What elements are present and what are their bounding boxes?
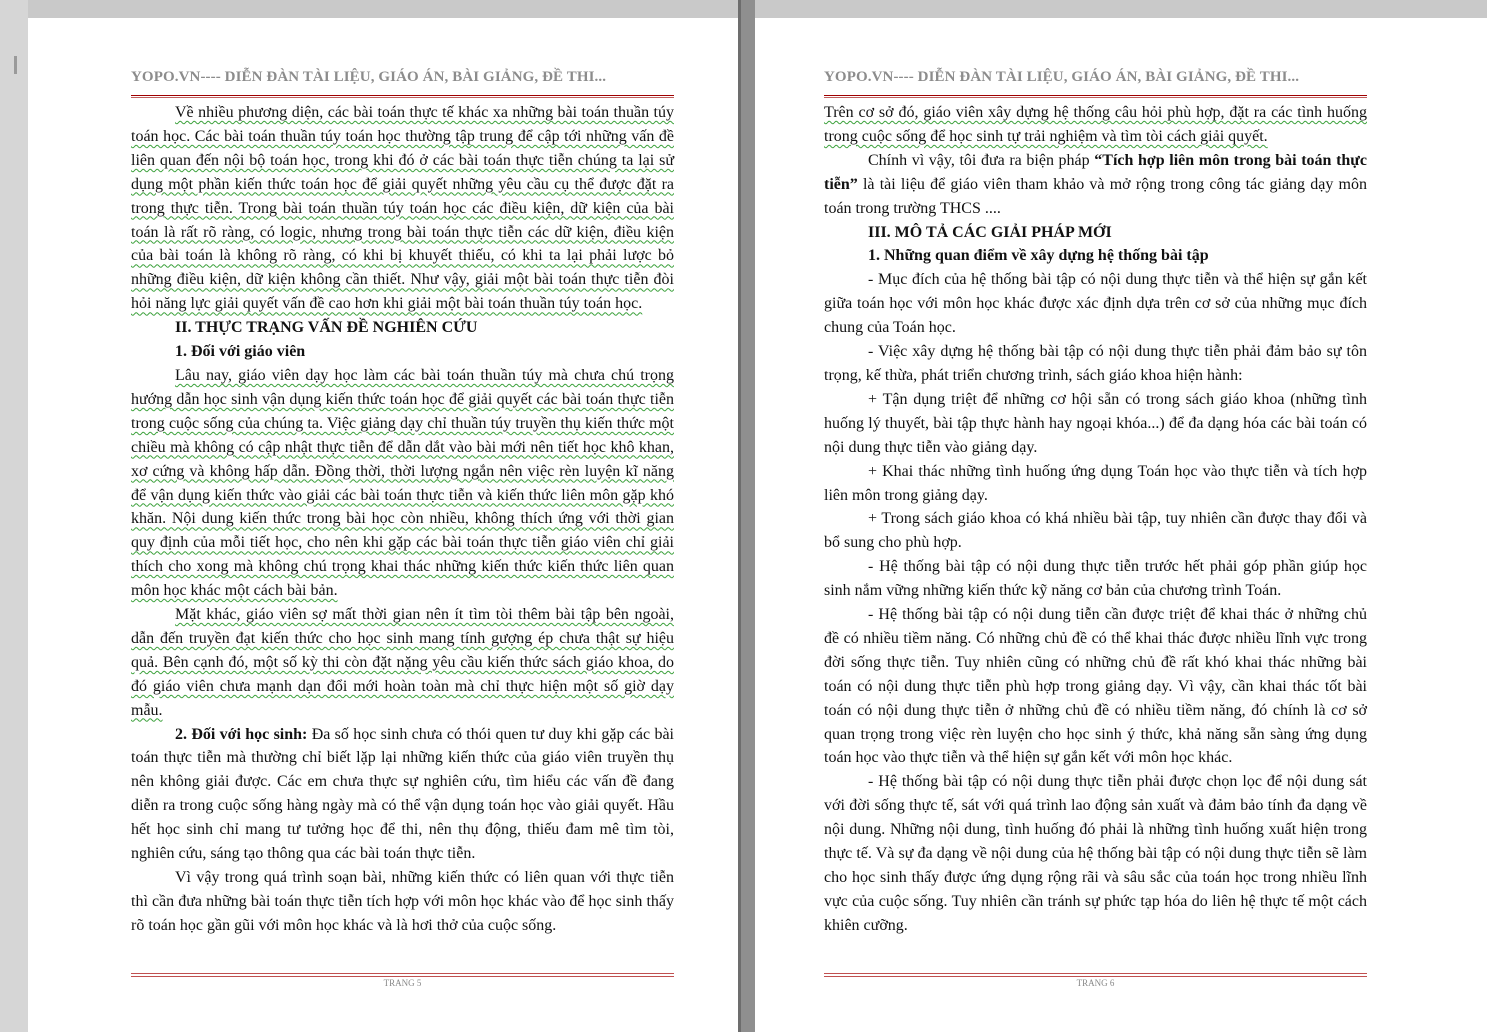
- page-top-edge: [28, 0, 738, 18]
- page-body[interactable]: [131, 101, 674, 938]
- paragraph: - Hệ thống bài tập có nội dung thực tiễn phải được chọn lọc để nội dung sát với đời sống thực tế, sát với quá trình lao động sản xuất và đảm bảo tính đa dạng về nội dung. Những nội dung, tình huống đó phải là những tình huống xuất hiện trong thực tế. Và sự đa dạng về nội dung của hệ thống bài tập có nội dung thực tiễn sẽ làm cho học sinh thấy được ứng dụng rộng rãi và sâu sắc của toán học trong nhiều lĩnh vực của cuộc sống. Tuy nhiên cần tránh sự phức tạp hóa do liên hệ thực tế một cách khiên cưỡng.: [824, 773, 1367, 934]
- paragraph-student: [131, 723, 674, 866]
- page-body[interactable]: [824, 101, 1367, 938]
- page-number: TRANG 6: [1076, 978, 1115, 988]
- paragraph: + Trong sách giáo khoa có khá nhiều bài tập, tuy nhiên cần được thay đổi và bổ sung cho phù hợp.: [824, 510, 1367, 552]
- page-number: TRANG 5: [383, 978, 422, 988]
- paragraph-text: Chính vì vậy, tôi đưa ra biện pháp: [868, 151, 1095, 169]
- subsection-heading: 1. Đối với giáo viên: [175, 343, 306, 361]
- left-margin-strip: [0, 0, 28, 1032]
- paragraph: - Mục đích của hệ thống bài tập có nội dung thực tiễn và thể hiện sự gắn kết giữa toán học với môn học khác được xác định dựa trên cơ sở của những mục đích chung của Toán học.: [824, 271, 1367, 337]
- paragraph: - Việc xây dựng hệ thống bài tập có nội dung thực tiễn phải đảm bảo sự tôn trọng, kế thừa, phát triển chương trình, sách giáo khoa hiện hành:: [824, 343, 1367, 384]
- paragraph-text: là tài liệu để giáo viên tham khảo và mở rộng trong công tác giảng dạy môn toán trong trường THCS ....: [824, 175, 1367, 217]
- page-gap: [741, 0, 755, 1032]
- header-rule: [824, 95, 1367, 96]
- paragraph: Về nhiều phương diện, các bài toán thực tế khác xa những bài toán thuần túy toán học. Các bài toán thuần túy toán học thường tập trung để cập tới những vấn đề liên quan đến nội bộ toán học, trong khi đó ở các bài toán thực tiễn chúng ta lại sử dụng một phần kiến thức toán học để giải quyết những yêu cầu cụ thể được đặt ra trong thực tiễn. Trong bài toán thuần túy toán học các điều kiện, dữ kiện của bài toán là rất rõ ràng, có logic, nhưng trong bài toán thực tiễn các dữ kiện, điều kiện của bài toán là không rõ ràng, có khi bị khuyết thiếu, có khi ta lại phải lược bỏ những điều kiện, dữ kiện không cần thiết. Như vậy, giải một bài toán thực tiễn đòi hỏi năng lực giải quyết vấn đề cao hơn khi giải một bài toán thuần túy toán học.: [131, 104, 674, 313]
- document-page-5[interactable]: [28, 0, 738, 1032]
- header-rule: [131, 95, 674, 96]
- document-page-6[interactable]: [755, 0, 1487, 1032]
- paragraph-text: Đa số học sinh chưa có thói quen tư duy khi gặp các bài toán thực tiễn mà thường chỉ biết lặp lại những kiến thức của giáo viên truyền thụ nên không giải được. Các em chưa thực sự nghiên cứu, tìm hiểu các vấn đề đang diễn ra trong cuộc sống hàng ngày mà có thể vận dụng toán học vào giải quyết. Hầu hết học sinh chỉ mang tư tưởng học để thi, nên thụ động, thiếu đam mê tìm tòi, nghiên cứu, sáng tạo thông qua các bài toán thực tiễn.: [131, 725, 675, 863]
- footer-rule-secondary: [824, 976, 1367, 977]
- paragraph: Vì vậy trong quá trình soạn bài, những kiến thức có liên quan với thực tiễn thì cần đưa những bài toán thực tiễn tích hợp với môn học khác vào để học sinh thấy rõ toán học gần gũi với môn học khác và là hơi thở của cuộc sống.: [131, 869, 674, 934]
- method-title: “Tích hợp liên môn trong bài toán thực tiễn”: [824, 151, 1367, 193]
- paragraph: Mặt khác, giáo viên sợ mất thời gian nên ít tìm tòi thêm bài tập bên ngoài, dẫn đến truyền đạt kiến thức cho học sinh mang tính gượng ép chưa thật sự hiệu quả. Bên cạnh đó, một số kỳ thi còn đặt nặng yêu cầu kiến thức sách giáo khoa, do đó giáo viên chưa mạnh dạn đổi mới hoàn toàn mà chỉ thực hiện một số giờ dạy mẫu.: [131, 606, 674, 719]
- page-top-edge: [755, 0, 1487, 18]
- footer-rule: [824, 973, 1367, 974]
- section-heading: III. MÔ TẢ CÁC GIẢI PHÁP MỚI: [868, 223, 1112, 241]
- subsection-heading: 1. Những quan điểm về xây dựng hệ thống bài tập: [868, 247, 1209, 265]
- paragraph-method: [824, 149, 1367, 221]
- page-header: YOPO.VN---- DIỄN ĐÀN TÀI LIỆU, GIÁO ÁN, BÀI GIẢNG, ĐỀ THI...: [131, 69, 607, 85]
- section-heading: II. THỰC TRẠNG VẤN ĐỀ NGHIÊN CỨU: [175, 319, 478, 337]
- ruler-marker: [14, 56, 17, 74]
- paragraph: - Hệ thống bài tập có nội dung thực tiễn trước hết phải góp phần giúp học sinh nắm vững những kiến thức kỹ năng cơ bản của chương trình Toán.: [824, 558, 1367, 600]
- paragraph: - Hệ thống bài tập có nội dung tiễn cần được triệt để khai thác ở những chủ đề có nhiều tiềm năng. Có những chủ đề có thể khai thác được nhiều lĩnh vực trong đời sống thực tiễn. Tuy nhiên cũng có những chủ đề rất khó khai thác những bài toán có nội dung thực tiễn phù hợp trong giảng dạy. Vì vậy, cần khai thác tốt bài toán có nội dung thực tiễn ở những chủ đề có nhiều tiềm năng, đó chính là cơ sở quan trọng trong việc rèn luyện cho học sinh ý thức, khả năng sẵn sàng ứng dụng toán học vào thực tiễn và thể hiện sự gắn kết với môn học khác.: [824, 606, 1367, 767]
- page-header: YOPO.VN---- DIỄN ĐÀN TÀI LIỆU, GIÁO ÁN, BÀI GIẢNG, ĐỀ THI...: [824, 69, 1300, 85]
- footer-rule-secondary: [131, 976, 674, 977]
- header-rule-secondary: [131, 97, 674, 98]
- header-rule-secondary: [824, 97, 1367, 98]
- paragraph: + Khai thác những tình huống ứng dụng Toán học vào thực tiễn và tích hợp liên môn trong giảng dạy.: [824, 462, 1367, 504]
- paragraph: Lâu nay, giáo viên dạy học làm các bài toán thuần túy mà chưa chú trọng hướng dẫn học sinh vận dụng kiến thức toán học để giải quyết các bài toán thực tiễn trong cuộc sống của chúng ta. Việc giảng dạy chỉ thuần túy truyền thụ kiến thức một chiều mà không có cập nhật thực tiễn để dẫn dắt vào bài mới nên tiết học khô khan, xơ cứng và không hấp dẫn. Đồng thời, thời lượng ngắn nên việc rèn luyện kĩ năng để vận dụng kiến thức vào giải các bài toán thực tiễn và kiến thức liên môn gặp khó khăn. Nội dung kiến thức trong bài học còn nhiều, không thích ứng với thời gian quy định của mỗi tiết học, cho nên khi gặp các bài toán thực tiễn giáo viên chỉ giải thích cho xong mà không chú trọng khai thác những kiến thức kiến thức liên quan môn học khác một cách bài bản.: [131, 366, 674, 600]
- paragraph: + Tận dụng triệt để những cơ hội sẵn có trong sách giáo khoa (những tình huống lý thuyết, bài tập thực hành hay ngoại khóa...) để đa dạng hóa các bài toán có nội dung thực tiễn vào giảng dạy.: [824, 390, 1367, 456]
- footer-rule: [131, 973, 674, 974]
- subsection-heading-inline: 2. Đối với học sinh:: [175, 725, 308, 743]
- paragraph: Trên cơ sở đó, giáo viên xây dựng hệ thống câu hỏi phù hợp, đặt ra các tình huống trong cuộc sống để học sinh tự trải nghiệm và tìm tòi cách giải quyết.: [824, 104, 1367, 145]
